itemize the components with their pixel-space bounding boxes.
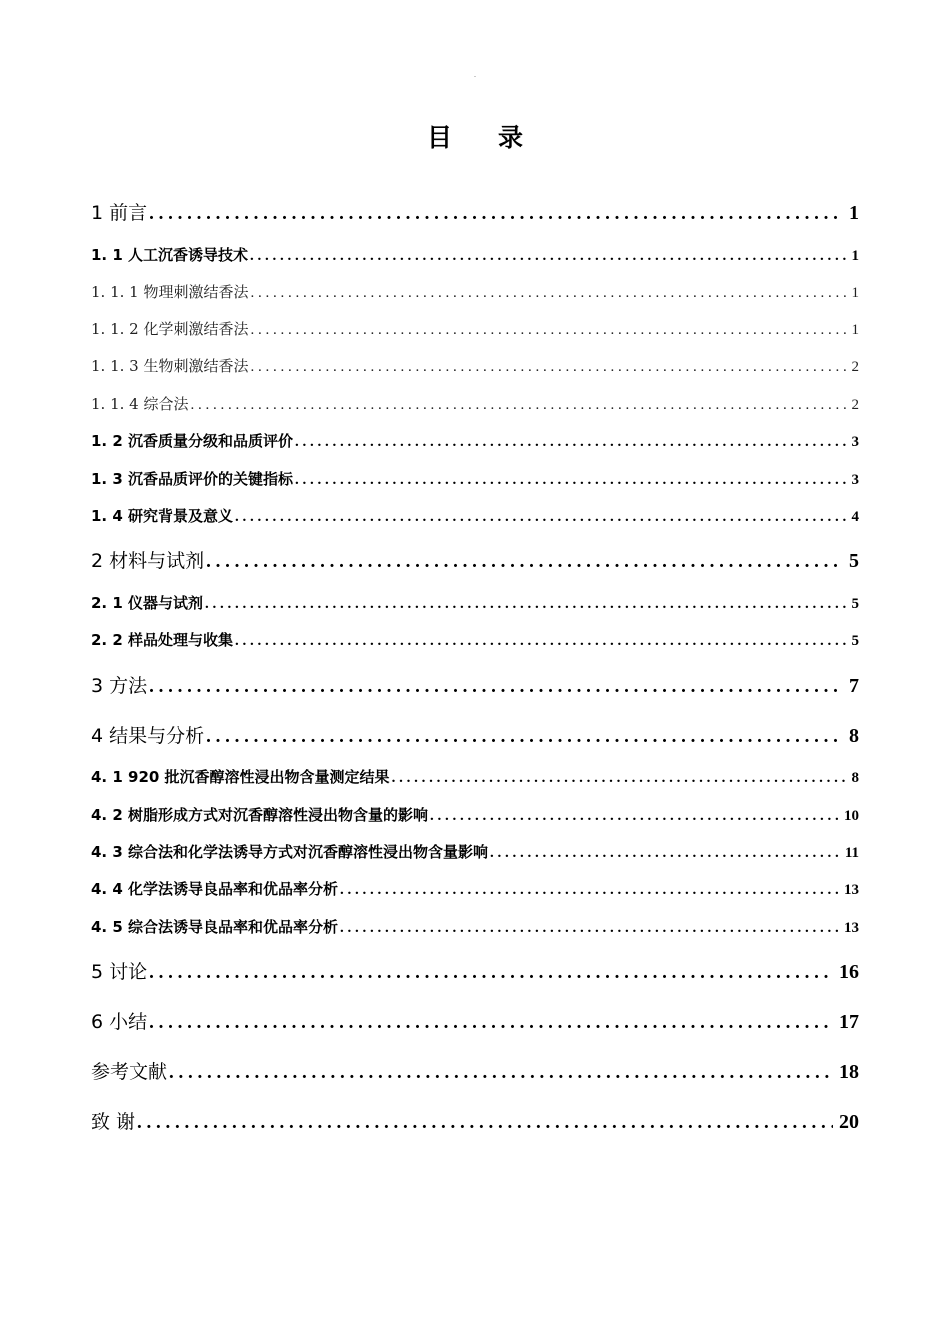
toc-entry[interactable] — [91, 472, 859, 488]
toc-entry[interactable] — [91, 808, 859, 824]
toc-entry-page: 1 — [851, 248, 859, 264]
toc-entry-label: 2 材料与试剂 — [91, 550, 205, 572]
toc-entry-label: 参考文献 — [91, 1061, 168, 1083]
dot-leader — [250, 286, 845, 301]
dot-leader — [490, 846, 839, 861]
toc-entry[interactable] — [91, 203, 859, 223]
toc-entry[interactable] — [91, 882, 859, 898]
toc-entry-label: 4. 5 综合法诱导良品率和优品率分析 — [91, 918, 339, 936]
toc-entry-label: 1. 1. 3 生物刺激结香法 — [91, 357, 249, 375]
toc-entry-page: 3 — [851, 472, 859, 488]
toc-entry[interactable] — [91, 726, 859, 746]
toc-entry-page: 8 — [851, 770, 859, 786]
dot-leader — [149, 677, 843, 696]
toc-entry-page: 1 — [851, 285, 859, 301]
toc-entry-page: 2 — [851, 359, 859, 375]
toc-entry-page: 13 — [844, 882, 859, 898]
toc-entry-label: 致 谢 — [91, 1111, 136, 1133]
toc-entry-page: 7 — [849, 675, 859, 697]
toc-entry-label: 4 结果与分析 — [91, 725, 205, 747]
toc-entry-label: 3 方法 — [91, 675, 148, 697]
dot-leader — [205, 597, 845, 612]
dot-leader — [250, 249, 845, 264]
header-mark: . — [474, 70, 476, 79]
toc-entry-label: 4. 2 树脂形成方式对沉香醇溶性浸出物含量的影响 — [91, 806, 429, 824]
toc-entry-page: 2 — [851, 397, 859, 413]
toc-entry[interactable] — [91, 509, 859, 525]
dot-leader — [235, 634, 845, 649]
toc-entry-page: 13 — [844, 920, 859, 936]
toc-entry[interactable] — [91, 397, 859, 413]
dot-leader — [149, 204, 843, 223]
toc-entry-label: 6 小结 — [91, 1011, 148, 1033]
toc-entry-label: 1. 1. 4 综合法 — [91, 395, 189, 413]
toc-entry[interactable] — [91, 920, 859, 936]
toc-entry-label: 1. 2 沉香质量分级和品质评价 — [91, 432, 294, 450]
dot-leader — [149, 1013, 833, 1032]
toc-entry[interactable] — [91, 596, 859, 612]
toc-entry-label: 4. 4 化学法诱导良品率和优品率分析 — [91, 880, 339, 898]
toc-entry[interactable] — [91, 322, 859, 338]
toc-entry-page: 4 — [851, 509, 859, 525]
toc-entry-page: 20 — [839, 1111, 859, 1133]
toc-entry-label: 2. 2 样品处理与收集 — [91, 631, 234, 649]
dot-leader — [295, 473, 845, 488]
toc-entry-page: 10 — [844, 808, 859, 824]
toc-entry-label: 1 前言 — [91, 202, 148, 224]
toc-entry-label: 1. 1. 1 物理刺激结香法 — [91, 283, 249, 301]
dot-leader — [235, 510, 845, 525]
toc-entry[interactable] — [91, 359, 859, 375]
toc-entry-label: 5 讨论 — [91, 961, 148, 983]
toc-entry-page: 3 — [851, 434, 859, 450]
dot-leader — [250, 323, 845, 338]
toc-entry[interactable] — [91, 248, 859, 264]
dot-leader — [169, 1063, 833, 1082]
toc-entry-label: 1. 3 沉香品质评价的关键指标 — [91, 470, 294, 488]
toc-entry-label: 1. 1 人工沉香诱导技术 — [91, 246, 249, 264]
dot-leader — [206, 552, 843, 571]
dot-leader — [392, 771, 846, 786]
toc-entry-page: 5 — [851, 596, 859, 612]
toc-entry[interactable] — [91, 1112, 859, 1132]
toc-entry[interactable] — [91, 1062, 859, 1082]
toc-entry-page: 18 — [839, 1061, 859, 1083]
toc-entry-page: 1 — [851, 322, 859, 338]
dot-leader — [190, 398, 845, 413]
toc-entry-label: 4. 3 综合法和化学法诱导方式对沉香醇溶性浸出物含量影响 — [91, 843, 489, 861]
toc-entry-label: 1. 1. 2 化学刺激结香法 — [91, 320, 249, 338]
toc-entry-page: 11 — [844, 845, 859, 861]
toc-entry-label: 2. 1 仪器与试剂 — [91, 594, 204, 612]
dot-leader — [137, 1113, 833, 1132]
toc-entry[interactable] — [91, 551, 859, 571]
dot-leader — [250, 360, 845, 375]
dot-leader — [340, 921, 838, 936]
dot-leader — [430, 809, 838, 824]
toc-entry[interactable] — [91, 962, 859, 982]
dot-leader — [149, 963, 833, 982]
toc-entry[interactable] — [91, 434, 859, 450]
toc-entry-label: 4. 1 920 批沉香醇溶性浸出物含量测定结果 — [91, 768, 390, 786]
toc-entry-label: 1. 4 研究背景及意义 — [91, 507, 234, 525]
toc-entry[interactable] — [91, 285, 859, 301]
toc-entry-page: 8 — [849, 725, 859, 747]
dot-leader — [340, 883, 838, 898]
toc-entry-page: 1 — [849, 202, 859, 224]
toc-entry[interactable] — [91, 1012, 859, 1032]
toc-entry[interactable] — [91, 845, 859, 861]
toc-entry-page: 16 — [839, 961, 859, 983]
dot-leader — [295, 435, 845, 450]
toc-entry[interactable] — [91, 676, 859, 696]
toc-entry[interactable] — [91, 770, 859, 786]
toc-entry[interactable] — [91, 633, 859, 649]
toc-entry-page: 5 — [849, 550, 859, 572]
toc-entry-page: 17 — [839, 1011, 859, 1033]
toc-title: 目录 — [426, 123, 569, 152]
dot-leader — [206, 727, 843, 746]
toc-entry-page: 5 — [851, 633, 859, 649]
